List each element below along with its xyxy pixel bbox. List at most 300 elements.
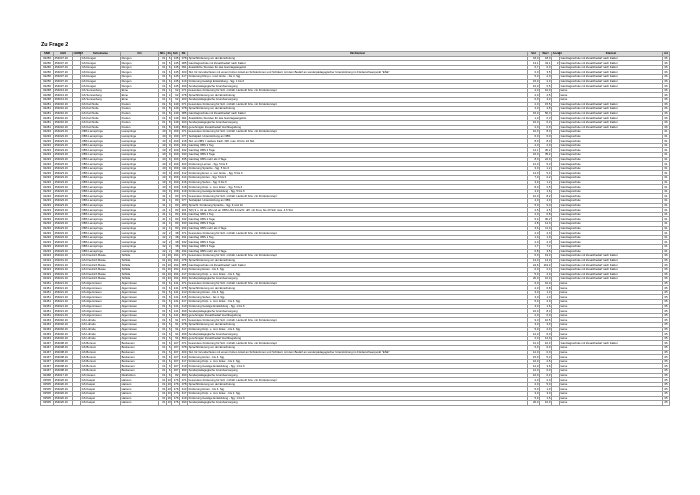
table-cell: 4,0	[528, 189, 540, 194]
table-cell: 2	[167, 231, 172, 236]
table-cell: 254031.16	[54, 258, 73, 263]
table-cell: 071	[180, 231, 188, 236]
table-cell: keine	[560, 304, 663, 309]
table-cell: 10,0	[528, 194, 540, 199]
table-cell: 419	[180, 396, 188, 401]
table-cell: 40	[159, 185, 167, 190]
table-cell: 01	[664, 184, 668, 189]
table-cell: Algermissen	[121, 323, 159, 328]
table-cell: 417	[180, 300, 188, 305]
table-cell: Dungen	[121, 65, 159, 70]
table-cell: 2,0	[528, 212, 540, 217]
table-cell: 4,5	[540, 208, 552, 213]
table-cell: GS Friedrich Busse	[81, 277, 121, 282]
table-cell: Diekholzen	[121, 373, 159, 378]
table-cell: Ganztagsschule	[560, 231, 663, 236]
table-cell: keine	[560, 396, 663, 401]
table-cell: 254013.16	[54, 97, 73, 102]
table-cell: 01	[159, 355, 167, 360]
table-cell: 417	[180, 359, 188, 364]
table-cell: 15,0	[528, 111, 540, 116]
table-cell: GS Karl Nolte	[81, 102, 121, 107]
table-cell: Lamspringe	[121, 244, 159, 249]
table-cell: 0,0	[540, 313, 552, 318]
table-cell: 254023.16	[54, 139, 73, 144]
table-cell: 8,0	[528, 185, 540, 190]
table-cell: 254023.16	[54, 143, 73, 148]
table-cell: 254016.16	[54, 125, 73, 130]
table-cell: 02463	[41, 318, 54, 323]
table-cell: 02256	[41, 70, 54, 75]
table-cell: 9	[167, 153, 172, 158]
table-cell: 417	[180, 391, 188, 396]
table-cell: 490	[180, 401, 188, 406]
table-cell: 107	[172, 364, 180, 369]
table-cell: GS Lühnde	[81, 332, 121, 337]
table-cell: 01	[159, 65, 167, 70]
table-cell: 078	[180, 382, 188, 387]
table-cell: 02293	[41, 249, 54, 254]
table-cell: 254021.16	[54, 300, 73, 305]
table-cell: Freden	[121, 102, 159, 107]
table-cell: 9	[167, 166, 172, 171]
table-cell: 02293	[41, 240, 54, 245]
table-cell: GS Dungen	[81, 74, 121, 79]
table-cell: 254020.16	[54, 396, 73, 401]
table-cell: 254016.16	[54, 102, 73, 107]
table-cell: Bockenem	[121, 359, 159, 364]
table-cell: 01	[664, 147, 668, 152]
table-cell: 419	[180, 364, 188, 369]
table-cell: 11,0	[540, 226, 552, 231]
table-cell: GS Algermissen	[81, 286, 121, 291]
table-cell: 16,0	[528, 84, 540, 89]
table-cell: Förderung Körp. u. mot. Entw. - bis 4. Sjg.	[188, 300, 528, 305]
table-cell: Lamspringe	[121, 231, 159, 236]
table-cell: 169	[172, 162, 180, 167]
table-cell: 01	[159, 254, 167, 259]
table-cell: GS Friedrich Busse	[81, 254, 121, 259]
table-cell: 10	[167, 395, 171, 400]
table-cell: 145	[172, 65, 180, 70]
table-cell: 01	[159, 88, 167, 93]
table-cell: 860	[180, 313, 188, 318]
table-cell: 02293	[41, 166, 54, 171]
table-cell: 254020.16	[54, 378, 73, 383]
table-cell: 02293	[41, 153, 54, 158]
table-cell: 02451	[41, 290, 54, 295]
table-cell: Ganztagsschule	[560, 139, 663, 144]
table-cell: 02467	[41, 350, 54, 355]
table-cell: 5,3	[540, 162, 552, 167]
table-cell: 12,0	[528, 364, 540, 369]
table-cell: 02293	[41, 139, 54, 144]
table-cell: 1,0	[528, 235, 540, 240]
table-cell: 02281	[41, 125, 54, 130]
table-cell: 7,0	[528, 176, 540, 181]
table-cell: 4,0	[528, 107, 540, 112]
table-cell: 6,3	[540, 373, 552, 378]
table-cell: 254008.16	[54, 341, 73, 346]
table-cell: Freden	[121, 107, 159, 112]
table-cell: 62	[172, 93, 180, 98]
table-cell: 01	[664, 175, 668, 180]
table-cell: Lamspringe	[121, 221, 159, 226]
table-cell: 1,6	[540, 304, 552, 309]
table-cell: 02323	[41, 263, 54, 268]
table-cell: OBS Lamspringe	[81, 162, 121, 167]
table-cell: 01	[159, 97, 167, 102]
table-cell: 38	[172, 235, 180, 240]
table-cell: Ganztagsschule	[560, 162, 663, 167]
table-cell: 02293	[41, 148, 54, 153]
table-cell: 6	[167, 70, 172, 75]
table-cell: 06	[664, 97, 668, 102]
table-cell: 02256	[41, 79, 54, 84]
table-cell: 5,0	[528, 396, 540, 401]
table-cell: keine	[560, 88, 663, 93]
table-cell: GS Dungen	[81, 56, 121, 61]
table-cell: Ganztagsschule	[560, 153, 663, 158]
table-cell: 254023.16	[54, 180, 73, 185]
table-cell: 01	[664, 221, 668, 226]
table-cell: 01	[159, 258, 167, 263]
table-cell: Ganztagsschule	[560, 134, 663, 139]
table-cell: 254037.16	[54, 61, 73, 66]
table-cell: 83	[172, 226, 180, 231]
table-cell: 01	[159, 290, 167, 295]
table-cell: Ganztagsschule	[560, 143, 663, 148]
table-cell: 2	[167, 240, 172, 245]
table-cell: OBS Lamspringe	[81, 185, 121, 190]
table-cell: Förderung Sehen - bis 4. Sjg.	[188, 295, 528, 300]
table-cell: Förderung Hören - bis 4. Sjg.	[188, 387, 528, 392]
table-cell: GS Kaspel	[81, 378, 121, 383]
table-cell: 41	[159, 221, 167, 226]
table-cell: 8	[167, 125, 172, 130]
table-cell: 40	[159, 130, 167, 135]
table-cell: 14,0	[540, 258, 552, 263]
table-cell: 41	[159, 203, 167, 208]
col-header-snr: SNR	[41, 52, 54, 57]
table-cell: 169	[172, 171, 180, 176]
table-cell: 1,0	[540, 235, 552, 240]
table-cell: Ganztag OBS mehr als 3 Tage	[188, 226, 528, 231]
table-cell: 01	[159, 318, 167, 323]
table-cell: 071	[180, 130, 188, 135]
table-cell: 05	[664, 304, 668, 308]
table-cell: 6,0	[540, 346, 552, 351]
sheet-title: Zu Frage 2	[41, 42, 69, 48]
table-cell: 42	[159, 249, 167, 254]
table-cell: 176	[172, 382, 180, 387]
table-cell: 254021.16	[54, 286, 73, 291]
table-cell: S(II) 9 u. 10 an HS und an OBS HS1 & Fachr. diff. mit Freq. bis 20 Sch max. 4,5 Std.	[188, 208, 528, 213]
table-cell: 02281	[41, 116, 54, 121]
table-cell: GS Algermissen	[81, 295, 121, 300]
table-cell: 0,3	[540, 65, 552, 70]
table-cell: 18,0	[540, 56, 552, 61]
table-cell: 12,0	[540, 336, 552, 341]
table-cell: 02293	[41, 176, 54, 181]
table-cell: 078	[180, 258, 188, 263]
table-cell: 9	[167, 130, 172, 135]
table-cell: 10,0	[540, 277, 552, 282]
table-cell: Algermissen	[121, 286, 159, 291]
table-cell: 201	[180, 208, 188, 213]
table-cell: 83	[172, 221, 180, 226]
table-cell: 41	[159, 217, 167, 222]
table-cell: 3,0	[528, 295, 540, 300]
table-cell: 490	[180, 373, 188, 378]
table-cell: 5,4	[528, 217, 540, 222]
table-cell: 42	[159, 240, 167, 245]
table-cell: Ganztagsschule	[560, 221, 663, 226]
table-cell: 01	[159, 116, 167, 121]
table-cell: Std. an OBS f. äußere Fach. Diff. max. 8 bzw. 16 Std.	[188, 139, 528, 144]
table-cell: 6,0	[528, 267, 540, 272]
table-cell: 2,0	[528, 102, 540, 107]
table-cell: 078	[180, 286, 188, 291]
table-cell: Sozialpäd. Unterstützung an OBS	[188, 199, 528, 204]
table-cell: 145	[172, 74, 180, 79]
table-cell: 2,0	[540, 378, 552, 383]
table-cell: 01	[159, 341, 167, 346]
table-cell: 05	[664, 322, 668, 327]
table-cell: 071	[180, 254, 188, 259]
table-cell: 06	[664, 74, 668, 79]
table-cell: GS Lühnde	[81, 336, 121, 341]
table-cell: 403	[180, 162, 188, 167]
table-cell: 2,0	[540, 143, 552, 148]
table-cell: 119,3	[540, 263, 552, 268]
table-cell: keine	[560, 318, 663, 323]
table-cell: 490	[180, 368, 188, 373]
table-cell: 6,0	[540, 332, 552, 337]
table-cell: 02463	[41, 323, 54, 328]
table-cell: 0,7	[528, 65, 540, 70]
table-cell: Lamspringe	[121, 240, 159, 245]
table-cell: 9	[167, 180, 172, 185]
table-cell: 02293	[41, 162, 54, 167]
table-cell: 141	[172, 281, 180, 286]
table-cell: 254021.16	[54, 281, 73, 286]
table-cell: Ganztagsschule	[560, 185, 663, 190]
table-cell: 40	[159, 166, 167, 171]
table-cell: 02293	[41, 180, 54, 185]
table-cell: 02323	[41, 272, 54, 277]
table-cell: 06	[664, 83, 668, 88]
table-cell: Lamspringe	[121, 139, 159, 144]
table-cell: 8	[167, 107, 172, 112]
table-cell: 141	[172, 286, 180, 291]
table-cell: Ganztagsschule mit Zusatzbedarf nach Faktor	[188, 263, 528, 268]
table-cell: OBS Lamspringe	[81, 166, 121, 171]
table-cell: 10	[167, 271, 171, 276]
table-cell: 01	[664, 225, 668, 230]
table-cell: Ganztagsschule	[560, 189, 663, 194]
table-cell: besondere Förderung für Sch. nichtdt. Herkunft bzw. mit Förderkonzept	[188, 130, 528, 135]
table-cell: 415	[180, 295, 188, 300]
table-cell: 5,4	[540, 171, 552, 176]
table-cell: Freden	[121, 111, 159, 116]
table-cell: 02281	[41, 120, 54, 125]
table-cell: Lamspringe	[121, 208, 159, 213]
table-cell: 02293	[41, 217, 54, 222]
table-cell: 8	[167, 111, 172, 116]
table-cell: 254037.16	[54, 70, 73, 75]
table-cell: Ganztag OBS 2 Tage	[188, 217, 528, 222]
table-cell: 05	[664, 349, 668, 354]
table-cell: 83	[172, 203, 180, 208]
table-cell: 62	[172, 88, 180, 93]
table-cell: Harsum	[121, 391, 159, 396]
table-cell: 417	[180, 74, 188, 79]
table-cell: 413	[180, 290, 188, 295]
table-cell: 02463	[41, 336, 54, 341]
table-cell: 254016.16	[54, 120, 73, 125]
table-cell: 10	[167, 391, 171, 396]
table-cell: 02293	[41, 244, 54, 249]
table-cell: Lamspringe	[121, 226, 159, 231]
table-cell: 071	[180, 281, 188, 286]
table-cell: 12,0	[528, 368, 540, 373]
table-cell: 2,0	[528, 88, 540, 93]
table-cell: 01	[664, 244, 668, 249]
table-cell: 6,8	[540, 286, 552, 291]
col-header-skl: SKL	[159, 51, 166, 56]
table-cell: keine	[560, 401, 663, 406]
table-cell: 38	[172, 240, 180, 245]
table-cell: 01	[664, 179, 668, 184]
table-cell: GS Borsum	[81, 364, 121, 369]
table-cell: 06	[664, 88, 668, 93]
table-cell: 254021.16	[54, 304, 73, 309]
table-cell: Sprachförderung vor der Einschulung	[188, 382, 528, 387]
table-cell: 8,3	[540, 309, 552, 314]
table-cell: Söhlde	[121, 258, 159, 263]
table-cell: 01	[664, 134, 668, 139]
table-cell: 254008.16	[54, 355, 73, 360]
table-cell: 0,8	[540, 212, 552, 217]
table-cell: 254020.16	[54, 387, 73, 392]
table-cell: 12,0	[528, 332, 540, 337]
table-cell: Ganztag OBS 1 Tag	[188, 212, 528, 217]
table-cell: 6	[167, 373, 172, 378]
table-cell: 10	[167, 386, 171, 391]
table-cell: 078	[180, 323, 188, 328]
table-cell: 141	[172, 295, 180, 300]
table-cell: 40	[159, 176, 167, 181]
table-cell: 05	[664, 359, 668, 364]
table-cell: GS Karl Nolte	[81, 116, 121, 121]
table-cell: 83	[172, 208, 180, 213]
table-cell: 40	[159, 148, 167, 153]
table-cell: 01	[159, 313, 167, 318]
table-cell: 176	[172, 396, 180, 401]
table-cell: Lamspringe	[121, 153, 159, 158]
table-cell: 02505	[41, 391, 54, 396]
table-cell: 4	[167, 199, 172, 204]
table-cell: 10,3	[540, 341, 552, 346]
table-cell: keine	[560, 313, 663, 318]
table-cell: OBS Lamspringe	[81, 143, 121, 148]
table-cell: 2,0	[540, 300, 552, 305]
table-cell: 02256	[41, 84, 54, 89]
table-cell: 82	[172, 373, 180, 378]
table-cell: Sonderpädagogische Grundversorgung	[188, 309, 528, 314]
table-cell: Algermissen	[121, 336, 159, 341]
table-cell: GS Friedrich Busse	[81, 263, 121, 268]
table-cell: Sonderpädagogische Grundversorgung	[188, 373, 528, 378]
table-cell: Lamspringe	[121, 171, 159, 176]
table-cell: 334	[180, 226, 188, 231]
table-cell: 254023.16	[54, 235, 73, 240]
table-cell: 02293	[41, 212, 54, 217]
table-cell: 8,0	[528, 139, 540, 144]
table-cell: 15,5	[540, 102, 552, 107]
table-cell: 02293	[41, 226, 54, 231]
table-cell: 3,0	[540, 391, 552, 396]
table-cell: 141	[172, 300, 180, 305]
table-cell: 06	[664, 78, 668, 83]
table-cell: 8,0	[540, 139, 552, 144]
table-cell: 417	[180, 327, 188, 332]
table-cell: Ganztagsschule	[560, 203, 663, 208]
table-cell: 02463	[41, 327, 54, 332]
table-cell: 2,0	[540, 240, 552, 245]
table-cell: 02293	[41, 157, 54, 162]
table-cell: 254040.16	[54, 332, 73, 337]
table-cell: 1,0	[540, 387, 552, 392]
table-cell: OBS Lamspringe	[81, 148, 121, 153]
table-cell: 10	[167, 382, 171, 387]
table-cell: keine	[560, 346, 663, 351]
table-cell: 4	[167, 203, 172, 208]
table-cell: 3,0	[528, 290, 540, 295]
table-cell: 30,2	[540, 148, 552, 153]
table-cell: Eime	[121, 97, 159, 102]
table-cell: 02293	[41, 203, 54, 208]
table-cell: Sprachförderung vor der Einschulung	[188, 93, 528, 98]
table-cell: OBS Lamspringe	[81, 134, 121, 139]
table-cell: Bockenem	[121, 350, 159, 355]
table-cell: 107	[172, 350, 180, 355]
table-cell: 1,2	[540, 180, 552, 185]
table-cell: 3,0	[528, 391, 540, 396]
table-cell: Ganztagsschule mit Zusatzbedarf nach Faktor	[560, 341, 663, 346]
table-cell: 6,5	[540, 84, 552, 89]
table-cell: 6,0	[528, 281, 540, 286]
table-cell: 01	[159, 84, 167, 89]
table-cell: 254023.16	[54, 148, 73, 153]
table-cell: 9	[167, 176, 172, 181]
table-cell: 254023.16	[54, 185, 73, 190]
table-cell: 40	[159, 139, 167, 144]
table-cell: 6	[167, 74, 172, 79]
table-cell: 02281	[41, 107, 54, 112]
table-cell: 02467	[41, 368, 54, 373]
table-cell: 176	[172, 401, 180, 406]
table-cell: 8	[167, 120, 172, 125]
table-cell: 40	[159, 171, 167, 176]
table-cell: 333	[180, 221, 188, 226]
table-cell: 6	[167, 313, 172, 318]
table-cell: 62	[172, 97, 180, 102]
table-cell: Ganztagsschule mit Zusatzbedarf nach Faktor	[560, 107, 663, 112]
table-cell: Ganztagsschule	[560, 249, 663, 254]
table-cell: 02323	[41, 267, 54, 272]
